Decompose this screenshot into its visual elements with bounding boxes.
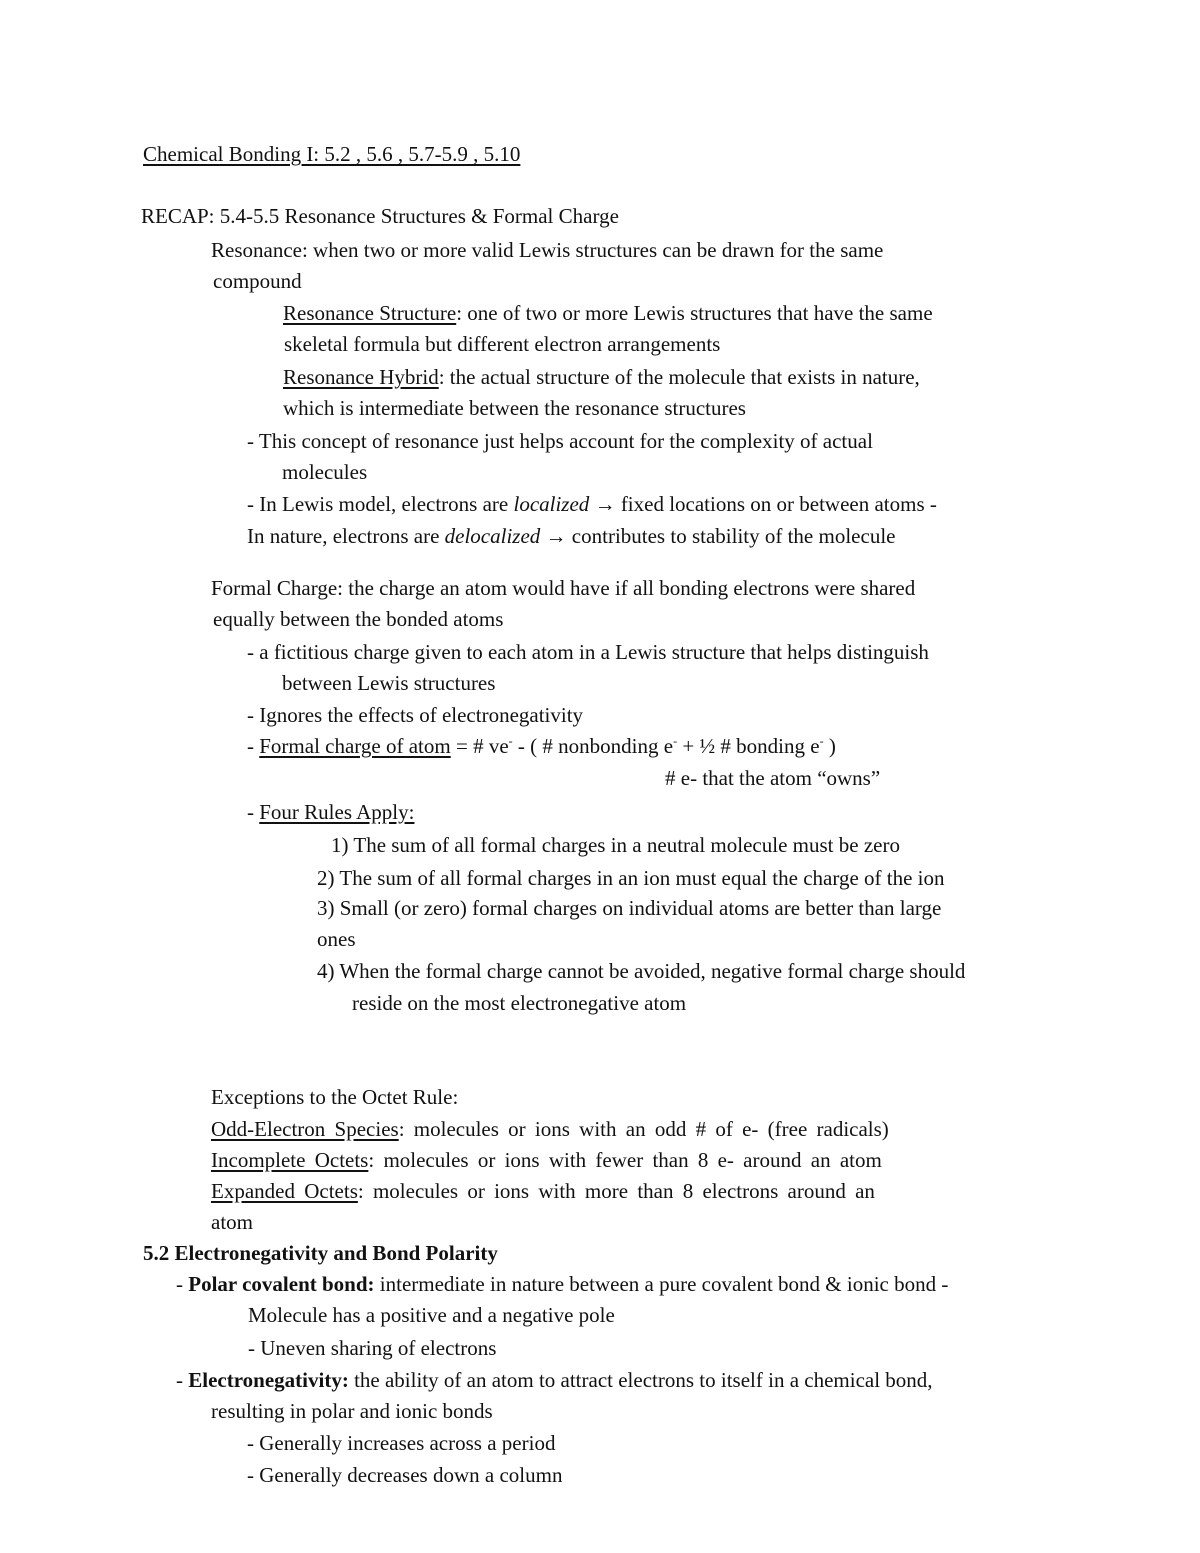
resonance-concept-line-1: - This concept of resonance just helps account for the complexity of actual [247, 429, 873, 453]
resonance-definition-line-2: compound [213, 269, 302, 293]
electronegativity-line-2: resulting in polar and ionic bonds [211, 1399, 493, 1423]
rule-4-line-1: 4) When the formal charge cannot be avoided, negative formal charge should [317, 959, 966, 983]
recap-heading: RECAP: 5.4-5.5 Resonance Structures & Formal Charge [141, 204, 619, 228]
nature-line: In nature, electrons are delocalized → contributes to stability of the molecule [247, 524, 896, 548]
rule-4-line-2: reside on the most electronegative atom [352, 991, 687, 1015]
incomplete-octets-line: Incomplete Octets: molecules or ions with fewer than 8 e- around an atom [211, 1148, 882, 1172]
rule-1: 1) The sum of all formal charges in a neutral molecule must be zero [331, 833, 900, 857]
resonance-structure-line-1: Resonance Structure: one of two or more Lewis structures that have the same [283, 301, 933, 325]
delocalized-term: delocalized [444, 524, 541, 548]
electronegativity-line: - Electronegativity: the ability of an atom to attract electrons to itself in a chemical bond, [176, 1368, 933, 1392]
section-5-2-heading: 5.2 Electronegativity and Bond Polarity [143, 1241, 498, 1265]
electrons-owned-note: # e- that the atom “owns” [665, 766, 881, 790]
rule-2: 2) The sum of all formal charges in an ion must equal the charge of the ion [317, 866, 945, 890]
positive-negative-pole: Molecule has a positive and a negative pole [248, 1303, 615, 1327]
rule-3-line-1: 3) Small (or zero) formal charges on individual atoms are better than large [317, 896, 942, 920]
resonance-hybrid-line-2: which is intermediate between the resonance structures [283, 396, 746, 420]
odd-electron-line: Odd-Electron Species: molecules or ions with an odd # of e- (free radicals) [211, 1117, 889, 1141]
expanded-octets-line: Expanded Octets: molecules or ions with more than 8 electrons around an [211, 1179, 875, 1203]
expanded-octets-term: Expanded Octets [211, 1179, 358, 1203]
localized-term: localized [513, 492, 590, 516]
odd-electron-term: Odd-Electron Species [211, 1117, 399, 1141]
incomplete-octets-term: Incomplete Octets [211, 1148, 369, 1172]
polar-covalent-line: - Polar covalent bond: intermediate in nature between a pure covalent bond & ionic bond - [176, 1272, 949, 1296]
formal-charge-formula: - Formal charge of atom = # ve- - ( # nonbonding e- + ½ # bonding e- ) [247, 734, 836, 758]
fictitious-charge-line-2: between Lewis structures [282, 671, 496, 695]
formal-charge-term: Formal charge of atom [259, 734, 451, 758]
formal-charge-definition-line-1: Formal Charge: the charge an atom would have if all bonding electrons were shared [211, 576, 916, 600]
expanded-octets-line-2: atom [211, 1210, 253, 1234]
resonance-hybrid-term: Resonance Hybrid [283, 365, 439, 389]
formal-charge-definition-line-2: equally between the bonded atoms [213, 607, 504, 631]
four-rules-heading: - Four Rules Apply: [247, 800, 415, 824]
resonance-definition-line-1: Resonance: when two or more valid Lewis structures can be drawn for the same [211, 238, 884, 262]
document-title: Chemical Bonding I: 5.2 , 5.6 , 5.7-5.9 , 5.10 [143, 142, 521, 166]
fictitious-charge-line-1: - a fictitious charge given to each atom in a Lewis structure that helps distinguish [247, 640, 929, 664]
uneven-sharing: - Uneven sharing of electrons [248, 1336, 497, 1360]
resonance-structure-line-2: skeletal formula but different electron arrangements [284, 332, 721, 356]
exceptions-heading: Exceptions to the Octet Rule: [211, 1085, 459, 1109]
electronegativity-term: Electronegativity: [188, 1368, 349, 1392]
rule-3-line-2: ones [317, 927, 356, 951]
resonance-concept-line-2: molecules [282, 460, 368, 484]
resonance-structure-term: Resonance Structure [283, 301, 457, 325]
lewis-model-line: - In Lewis model, electrons are localized → fixed locations on or between atoms - [247, 492, 937, 516]
resonance-hybrid-line-1: Resonance Hybrid: the actual structure of the molecule that exists in nature, [283, 365, 920, 389]
ignores-electronegativity: - Ignores the effects of electronegativity [247, 703, 584, 727]
increases-across-period: - Generally increases across a period [247, 1431, 556, 1455]
polar-covalent-term: Polar covalent bond: [188, 1272, 375, 1296]
decreases-down-column: - Generally decreases down a column [247, 1463, 563, 1487]
